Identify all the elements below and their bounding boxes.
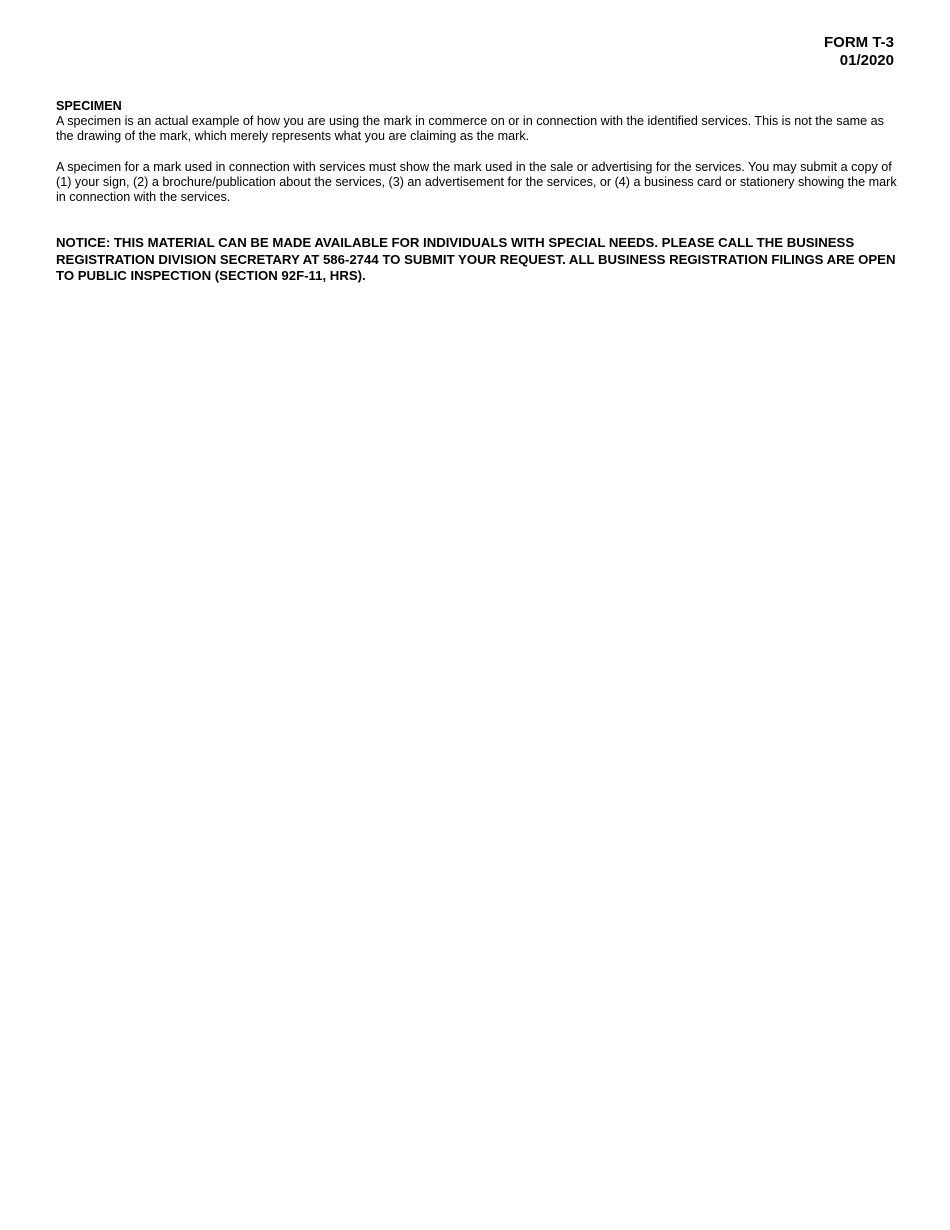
accessibility-notice: NOTICE: THIS MATERIAL CAN BE MADE AVAILABLE FOR INDIVIDUALS WITH SPECIAL NEEDS. PLEASE CALL THE BUSINESS REGISTRATION DIVISION SECRETARY AT 586-2744 TO SUBMIT YOUR REQUEST. ALL BUSINESS REGISTRATION FILINGS ARE OPEN TO PUBLIC INSPECTION (SECTION 92F-11, HRS). (56, 235, 896, 284)
form-header (824, 34, 894, 70)
revision-date: 01/2020 (839, 52, 894, 69)
section-title: SPECIMEN (56, 99, 122, 113)
specimen-definition-paragraph: A specimen is an actual example of how you are using the mark in commerce on or in connection with the identified services. This is not the same as the drawing of the mark, which merely represents what you are claiming as the mark. (56, 114, 884, 144)
form-id: FORM T-3 (824, 34, 894, 51)
specimen-section (56, 99, 901, 284)
specimen-services-paragraph: A specimen for a mark used in connection with services must show the mark used in the sale or advertising for the services. You may submit a copy of (1) your sign, (2) a brochure/publication about the services, (3) an advertisement for the services, or (4) a business card or stationery showing the mark in connection with the services. (56, 159, 897, 205)
